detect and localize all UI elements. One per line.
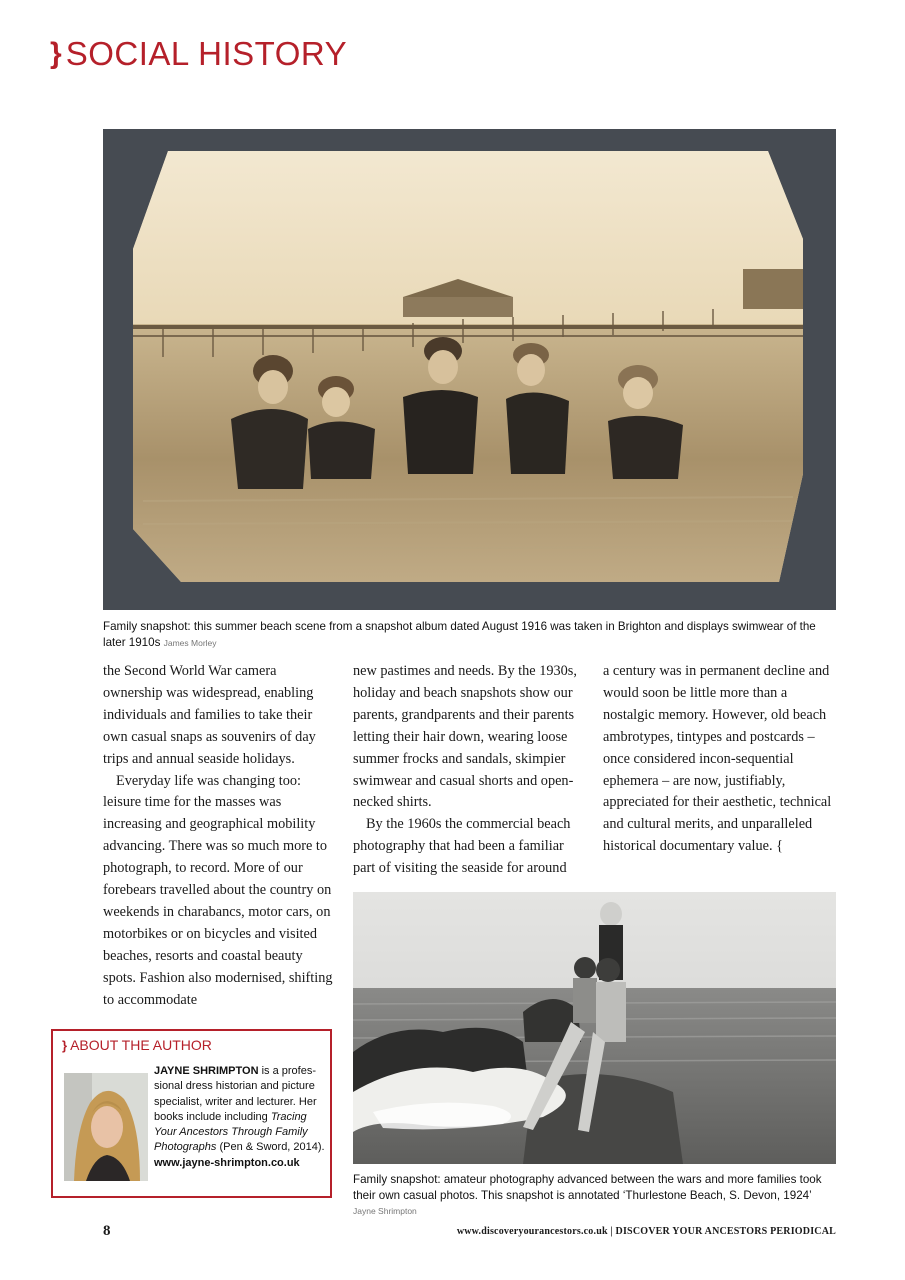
photo2-credit: Jayne Shrimpton <box>353 1206 417 1216</box>
author-bio-part2: (Pen & Sword, 2014). <box>216 1141 325 1154</box>
section-title: SOCIAL HISTORY <box>65 35 348 72</box>
photo2-caption-text: Family snapshot: amateur photography advanced between the wars and more families took their own casual photos. This snapshot is annotated ‘Thurlestone Beach, S. Devon, 1924’ <box>353 1173 822 1202</box>
footer-website-link[interactable]: www.discoveryourancestors.co.uk <box>456 1226 608 1237</box>
author-book-title: Tracing Your Ancestors Through Family Photographs <box>154 1110 308 1154</box>
footer-separator: | <box>607 1226 616 1237</box>
author-bio-part1: is a profes-sional dress historian and picture specialist, writer and lecturer. Her books include including <box>154 1065 317 1123</box>
author-bio <box>154 1064 326 1171</box>
photo1-caption-text: Family snapshot: this summer beach scene from a snapshot album dated August 1916 was taken in Brighton and displays swimwear of the later 1910s <box>103 620 816 649</box>
article-column-1 <box>103 661 338 1012</box>
page-number: 8 <box>103 1223 111 1239</box>
about-author-box <box>51 1029 332 1198</box>
article-column-3 <box>603 661 838 858</box>
author-name: JAYNE SHRIMPTON <box>154 1065 259 1077</box>
photo2-caption <box>353 1172 836 1220</box>
author-portrait <box>64 1073 148 1181</box>
footer-publication <box>457 1226 836 1237</box>
article-column-2 <box>353 661 588 880</box>
brace-icon: } <box>62 1037 68 1053</box>
paragraph: new pastimes and needs. By the 1930s, holiday and beach snapshots show our parents, grandparents and their parents letting their hair down, wearing loose summer frocks and sandals, skimpier swimwear and casual shorts and open-necked shirts. <box>353 663 577 811</box>
photo1-caption <box>103 619 836 651</box>
beach-photo-thurlestone <box>353 892 836 1164</box>
about-author-title: ABOUT THE AUTHOR <box>70 1037 212 1053</box>
paragraph: the Second World War camera ownership was widespread, enabling individuals and families to take their own casual snaps as souvenirs of day trips and annual seaside holidays. <box>103 663 316 767</box>
brace-icon: } <box>50 37 62 70</box>
section-header <box>50 32 347 76</box>
photo1-credit: James Morley <box>163 637 217 648</box>
author-website-link[interactable]: www.jayne-shrimpton.co.uk <box>154 1156 300 1169</box>
paragraph: Everyday life was changing too: leisure time for the masses was increasing and geographical mobility advancing. There was so much more to photograph, to record. More of our forebears travelled about the country on weekends in charabancs, motor cars, on motorbikes or on bicycles and visited beaches, resorts and coastal beauty spots. Fashion also modernised, shifting to accommodate <box>103 772 333 1008</box>
paragraph: a century was in permanent decline and would soon be little more than a nostalgic memory. However, old beach ambrotypes, tintypes and postcards – once considered incon-sequential ephemera – are now, justifiably, appreciated for their aesthetic, technical and cultural merits, and unparalleled historical documentary value. { <box>603 663 832 855</box>
beach-photo-brighton <box>103 129 836 610</box>
paragraph: By the 1960s the commercial beach photography that had been a familiar part of visiting the seaside for around <box>353 816 571 877</box>
about-author-heading <box>62 1037 212 1053</box>
footer-publication-name: DISCOVER YOUR ANCESTORS PERIODICAL <box>615 1226 836 1237</box>
